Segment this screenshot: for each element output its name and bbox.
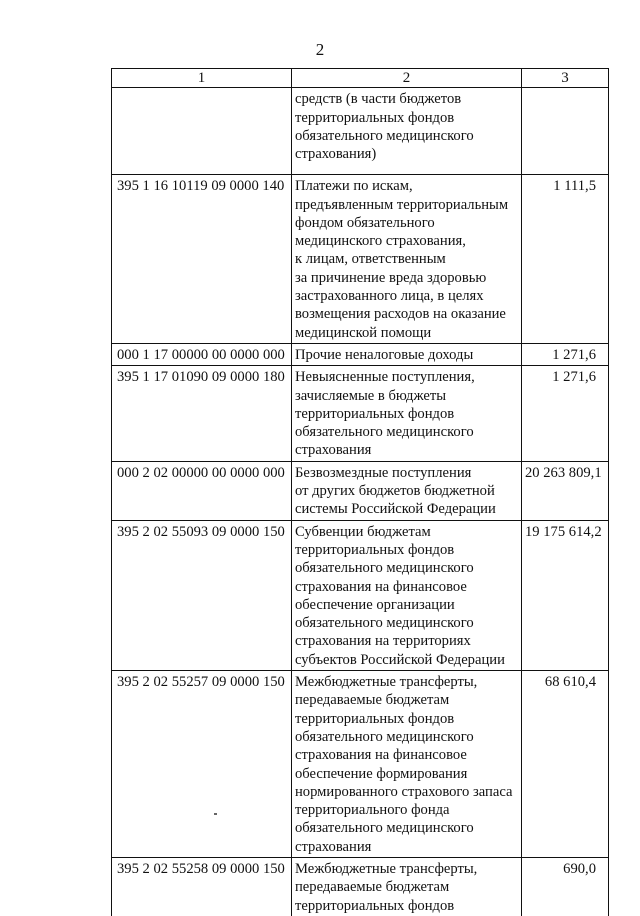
revenue-name-cell: Платежи по искам, предъявленным территориальным фондом обязательного медицинского страхования, к лицам, ответственным за причинение вреда здоровью застрахованного лица, в целях возмещения расходов на оказание медицинской помощи — [292, 175, 522, 344]
budget-code-cell: 000 1 17 00000 00 0000 000 — [112, 343, 292, 365]
budget-code-cell: 395 2 02 55093 09 0000 150 — [112, 520, 292, 670]
revenue-table — [111, 68, 609, 916]
header-col-1: 1 — [112, 69, 292, 88]
amount-cell: 690,0 — [522, 857, 609, 915]
table-row — [112, 671, 609, 858]
scan-speck — [214, 813, 217, 815]
amount-cell: 68 610,4 — [522, 671, 609, 858]
amount-cell: 1 271,6 — [522, 343, 609, 365]
revenue-name-cell: Невыясненные поступления, зачисляемые в бюджеты территориальных фондов обязательного медицинского страхования — [292, 366, 522, 461]
table-row — [112, 175, 609, 344]
budget-code-cell: 395 1 17 01090 09 0000 180 — [112, 366, 292, 461]
amount-cell: 19 175 614,2 — [522, 520, 609, 670]
revenue-name-cell: Межбюджетные трансферты, передаваемые бюджетам территориальных фондов обязательного медицинского страхования на финансовое обеспечение формирования нормированного страхового запаса территориального фонда обязательного медицинского страхования — [292, 671, 522, 858]
table-row — [112, 366, 609, 461]
revenue-name-cell: средств (в части бюджетов территориальных фондов обязательного медицинского страхования) — [292, 88, 522, 175]
header-col-3: 3 — [522, 69, 609, 88]
table-row — [112, 520, 609, 670]
table-row — [112, 857, 609, 915]
amount-cell: 1 111,5 — [522, 175, 609, 344]
table-header-row — [112, 69, 609, 88]
table-row — [112, 88, 609, 175]
header-col-2: 2 — [292, 69, 522, 88]
revenue-name-cell: Субвенции бюджетам территориальных фондов обязательного медицинского страхования на финансовое обеспечение организации обязательного медицинского страхования на территориях субъектов Российской Федерации — [292, 520, 522, 670]
revenue-name-cell: Безвозмездные поступления от других бюджетов бюджетной системы Российской Федерации — [292, 461, 522, 520]
amount-cell: 1 271,6 — [522, 366, 609, 461]
table-row — [112, 343, 609, 365]
amount-cell: 20 263 809,1 — [522, 461, 609, 520]
revenue-name-cell: Межбюджетные трансферты, передаваемые бюджетам территориальных фондов — [292, 857, 522, 915]
budget-code-cell — [112, 88, 292, 175]
budget-code-cell: 395 2 02 55257 09 0000 150 — [112, 671, 292, 858]
page-number: 2 — [315, 40, 325, 59]
revenue-name-cell: Прочие неналоговые доходы — [292, 343, 522, 365]
budget-code-cell: 000 2 02 00000 00 0000 000 — [112, 461, 292, 520]
table-row — [112, 461, 609, 520]
budget-code-cell: 395 1 16 10119 09 0000 140 — [112, 175, 292, 344]
budget-code-cell: 395 2 02 55258 09 0000 150 — [112, 857, 292, 915]
amount-cell — [522, 88, 609, 175]
